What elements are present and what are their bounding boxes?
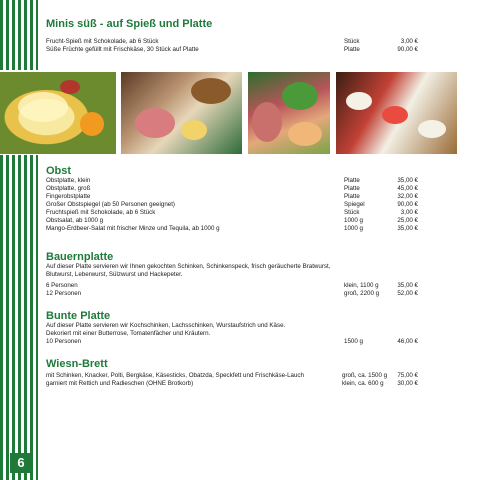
section-bauernplatte <box>46 251 418 298</box>
item-price: 90,00 € <box>397 46 418 53</box>
item-price: 75,00 € <box>397 372 418 379</box>
item-description: Mango-Erdbeer-Salat mit frischer Minze und Tequila, ab 1000 g <box>46 225 220 232</box>
item-unit: 1000 g <box>344 217 363 224</box>
photo-meat-board <box>121 72 242 154</box>
item-unit: Platte <box>344 185 360 192</box>
item-unit: groß, ca. 1500 g <box>342 372 388 379</box>
decorative-stripes-top <box>0 0 38 70</box>
menu-row <box>46 177 418 185</box>
menu-row <box>46 338 418 346</box>
item-description: 6 Personen <box>46 282 78 289</box>
item-description: 10 Personen <box>46 338 82 345</box>
menu-row <box>46 209 418 217</box>
item-description: Obstplatte, klein <box>46 177 91 184</box>
section-description: Auf dieser Platte servieren wir Kochschinken, Lachsschinken, Wurstaufstrich und Käse. <box>46 322 286 329</box>
section-title-minis: Minis süß - auf Spieß und Platte <box>46 18 213 30</box>
item-unit: Stück <box>344 38 360 45</box>
item-description: Fruchtspieß mit Schokolade, ab 6 Stück <box>46 209 156 216</box>
item-price: 3,00 € <box>400 38 418 45</box>
section-title-obst: Obst <box>46 165 72 177</box>
menu-row <box>46 38 418 46</box>
item-price: 32,00 € <box>397 193 418 200</box>
menu-row <box>46 372 418 380</box>
photo-fruit-platter <box>0 72 116 154</box>
item-description: 12 Personen <box>46 290 82 297</box>
item-description: Süße Früchte gefüllt mit Frischkäse, 30 Stück auf Platte <box>46 46 199 53</box>
section-description: Dekoriert mit einer Butterrose, Tomatenfächer und Kräutern. <box>46 330 211 337</box>
menu-row <box>46 225 418 233</box>
item-description: Obstsalat, ab 1000 g <box>46 217 104 224</box>
menu-row <box>46 380 418 388</box>
menu-row <box>46 46 418 54</box>
item-price: 52,00 € <box>397 290 418 297</box>
menu-row <box>46 217 418 225</box>
photo-canapes <box>336 72 457 154</box>
item-unit: klein, ca. 600 g <box>342 380 384 387</box>
section-obst <box>46 165 418 233</box>
item-price: 30,00 € <box>397 380 418 387</box>
item-price: 45,00 € <box>397 185 418 192</box>
item-description: Frucht-Spieß mit Schokolade, ab 6 Stück <box>46 38 159 45</box>
item-price: 35,00 € <box>397 282 418 289</box>
menu-row <box>46 185 418 193</box>
photo-cold-cuts <box>248 72 330 154</box>
menu-row <box>46 290 418 298</box>
section-wiesn-brett <box>46 358 418 388</box>
item-price: 90,00 € <box>397 201 418 208</box>
item-price: 35,00 € <box>397 177 418 184</box>
item-unit: 1500 g <box>344 338 363 345</box>
section-minis <box>46 18 418 54</box>
item-unit: Spiegel <box>344 201 365 208</box>
item-description: garniert mit Rettich und Radieschen (OHNE Brotkorb) <box>46 380 194 387</box>
item-description: Fingerobstplatte <box>46 193 91 200</box>
decorative-stripes-bottom <box>0 155 38 480</box>
item-price: 3,00 € <box>400 209 418 216</box>
item-price: 46,00 € <box>397 338 418 345</box>
item-unit: Platte <box>344 177 360 184</box>
menu-row <box>46 282 418 290</box>
item-unit: Platte <box>344 46 360 53</box>
section-bunte-platte <box>46 310 418 346</box>
item-unit: 1000 g <box>344 225 363 232</box>
section-description: Auf dieser Platte servieren wir Ihnen gekochten Schinken, Schinkenspeck, frisch geräucherte Bratwurst, <box>46 263 331 270</box>
item-unit: Platte <box>344 193 360 200</box>
section-title-wiesn-brett: Wiesn-Brett <box>46 358 108 370</box>
section-title-bunte-platte: Bunte Platte <box>46 310 111 322</box>
section-description: Blutwurst, Leberwurst, Sülzwurst und Hackepeter. <box>46 271 183 278</box>
item-unit: klein, 1100 g <box>344 282 379 289</box>
section-title-bauernplatte: Bauernplatte <box>46 251 114 263</box>
menu-row <box>46 193 418 201</box>
item-description: mit Schinken, Knacker, Polti, Bergkäse, Käsesticks, Obatzda, Speckfett und Frischkäse-Lauch <box>46 372 304 379</box>
item-price: 35,00 € <box>397 225 418 232</box>
item-description: Großer Obstspiegel (ab 50 Personen geeignet) <box>46 201 175 208</box>
photo-strip <box>0 72 480 154</box>
item-unit: groß, 2200 g <box>344 290 380 297</box>
item-price: 25,00 € <box>397 217 418 224</box>
item-description: Obstplatte, groß <box>46 185 91 192</box>
page-number: 6 <box>10 453 32 473</box>
menu-row <box>46 201 418 209</box>
item-unit: Stück <box>344 209 360 216</box>
